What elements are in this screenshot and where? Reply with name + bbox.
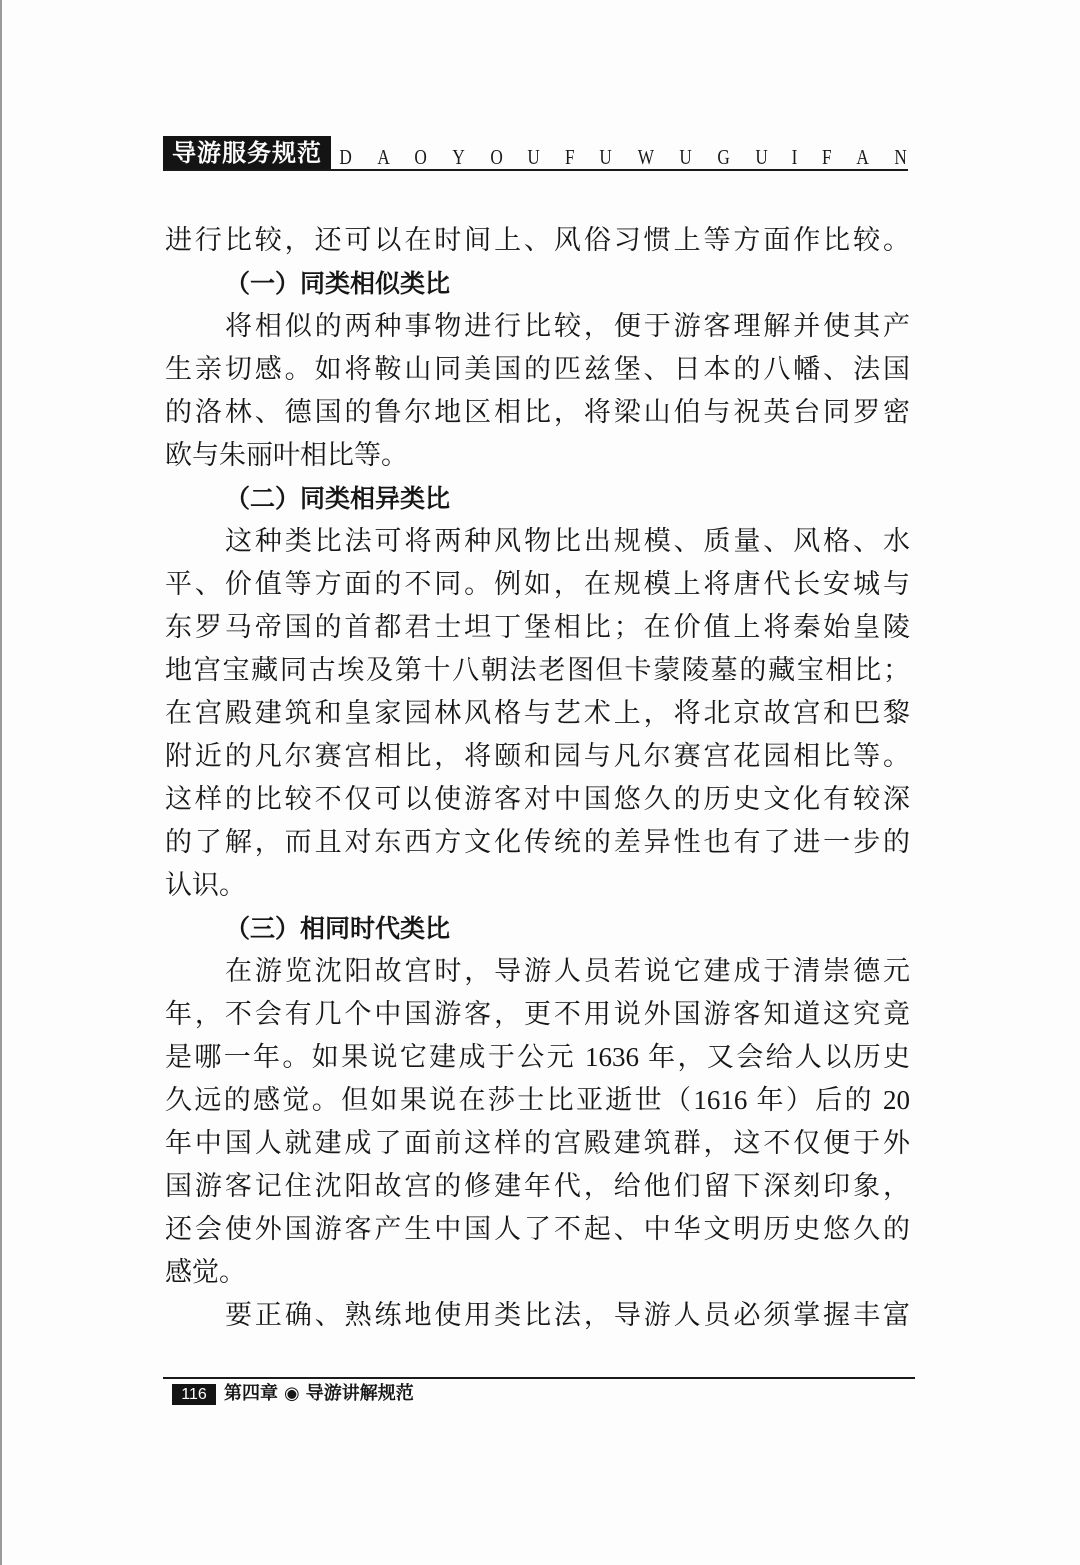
text-line: 的了解，而且对东西方文化传统的差异性也有了进一步的 bbox=[165, 827, 910, 857]
header-letter: N bbox=[894, 145, 907, 169]
footer-chapter: 第四章 bbox=[224, 1383, 278, 1404]
header-letter: G bbox=[717, 145, 730, 169]
running-footer bbox=[224, 1381, 420, 1407]
text-line: 附近的凡尔赛宫相比，将颐和园与凡尔赛宫花园相比等。 bbox=[165, 741, 910, 771]
header-letter: U bbox=[755, 145, 768, 169]
text-line: 认识。 bbox=[165, 870, 246, 900]
section-heading-1: （一）同类相似类比 bbox=[225, 269, 451, 298]
text-line: 进行比较，还可以在时间上、风俗习惯上等方面作比较。 bbox=[165, 225, 910, 255]
text-line: 国游客记住沈阳故宫的修建年代，给他们留下深刻印象， bbox=[165, 1171, 910, 1201]
text-line: 这样的比较不仅可以使游客对中国悠久的历史文化有较深 bbox=[165, 784, 910, 814]
footer-section: 导游讲解规范 bbox=[305, 1383, 414, 1404]
text-line: 是哪一年。如果说它建成于公元 1636 年，又会给人以历史 bbox=[165, 1042, 910, 1072]
text-line: 久远的感觉。但如果说在莎士比亚逝世（1616 年）后的 20 bbox=[165, 1085, 910, 1115]
text-line: 欧与朱丽叶相比等。 bbox=[165, 440, 408, 470]
text-line: 要正确、熟练地使用类比法，导游人员必须掌握丰富 bbox=[225, 1300, 910, 1330]
header-letter: O bbox=[414, 145, 428, 169]
header-letter: O bbox=[490, 145, 503, 169]
section-heading-2: （二）同类相异类比 bbox=[225, 484, 451, 513]
header-letter: I bbox=[792, 145, 798, 169]
text-line: 的洛林、德国的鲁尔地区相比，将梁山伯与祝英台同罗密 bbox=[165, 397, 910, 427]
header-letter: F bbox=[821, 145, 832, 169]
text-line: 生亲切感。如将鞍山同美国的匹兹堡、日本的八幡、法国 bbox=[165, 354, 910, 384]
body-text bbox=[165, 219, 910, 1337]
section-heading-3: （三）相同时代类比 bbox=[225, 914, 451, 943]
running-header-title: 导游服务规范 bbox=[163, 136, 331, 170]
text-line: 感觉。 bbox=[165, 1257, 246, 1287]
text-line: 这种类比法可将两种风物比出规模、质量、风格、水 bbox=[225, 526, 910, 556]
header-letter: U bbox=[679, 145, 693, 169]
header-letter: A bbox=[377, 145, 390, 169]
text-line: 平、价值等方面的不同。例如，在规模上将唐代长安城与 bbox=[165, 569, 910, 599]
text-line: 在游览沈阳故宫时，导游人员若说它建成于清崇德元 bbox=[225, 956, 910, 986]
text-line: 还会使外国游客产生中国人了不起、中华文明历史悠久的 bbox=[165, 1214, 910, 1244]
header-letter: Y bbox=[452, 145, 465, 169]
header-letter: W bbox=[637, 145, 655, 169]
text-line: 在宫殿建筑和皇家园林风格与艺术上，将北京故宫和巴黎 bbox=[165, 698, 910, 728]
header-letter: D bbox=[339, 145, 352, 169]
header-letter: A bbox=[856, 145, 869, 169]
text-line: 年中国人就建成了面前这样的宫殿建筑群，这不仅便于外 bbox=[165, 1128, 910, 1158]
footer-separator-icon: ◉ bbox=[284, 1383, 300, 1404]
page-number: 116 bbox=[172, 1384, 216, 1405]
header-rule bbox=[163, 169, 908, 171]
text-line: 年，不会有几个中国游客，更不用说外国游客知道这究竟 bbox=[165, 999, 910, 1029]
footer-rule bbox=[163, 1377, 915, 1379]
running-header-letters bbox=[338, 140, 908, 170]
header-letter: F bbox=[565, 145, 575, 169]
text-line: 将相似的两种事物进行比较，便于游客理解并使其产 bbox=[225, 311, 910, 341]
page-edge bbox=[0, 0, 2, 1565]
text-line: 地宫宝藏同古埃及第十八朝法老图但卡蒙陵墓的藏宝相比； bbox=[165, 655, 910, 685]
header-letter: U bbox=[527, 145, 541, 169]
header-letter: U bbox=[599, 145, 613, 169]
text-line: 东罗马帝国的首都君士坦丁堡相比；在价值上将秦始皇陵 bbox=[165, 612, 910, 642]
